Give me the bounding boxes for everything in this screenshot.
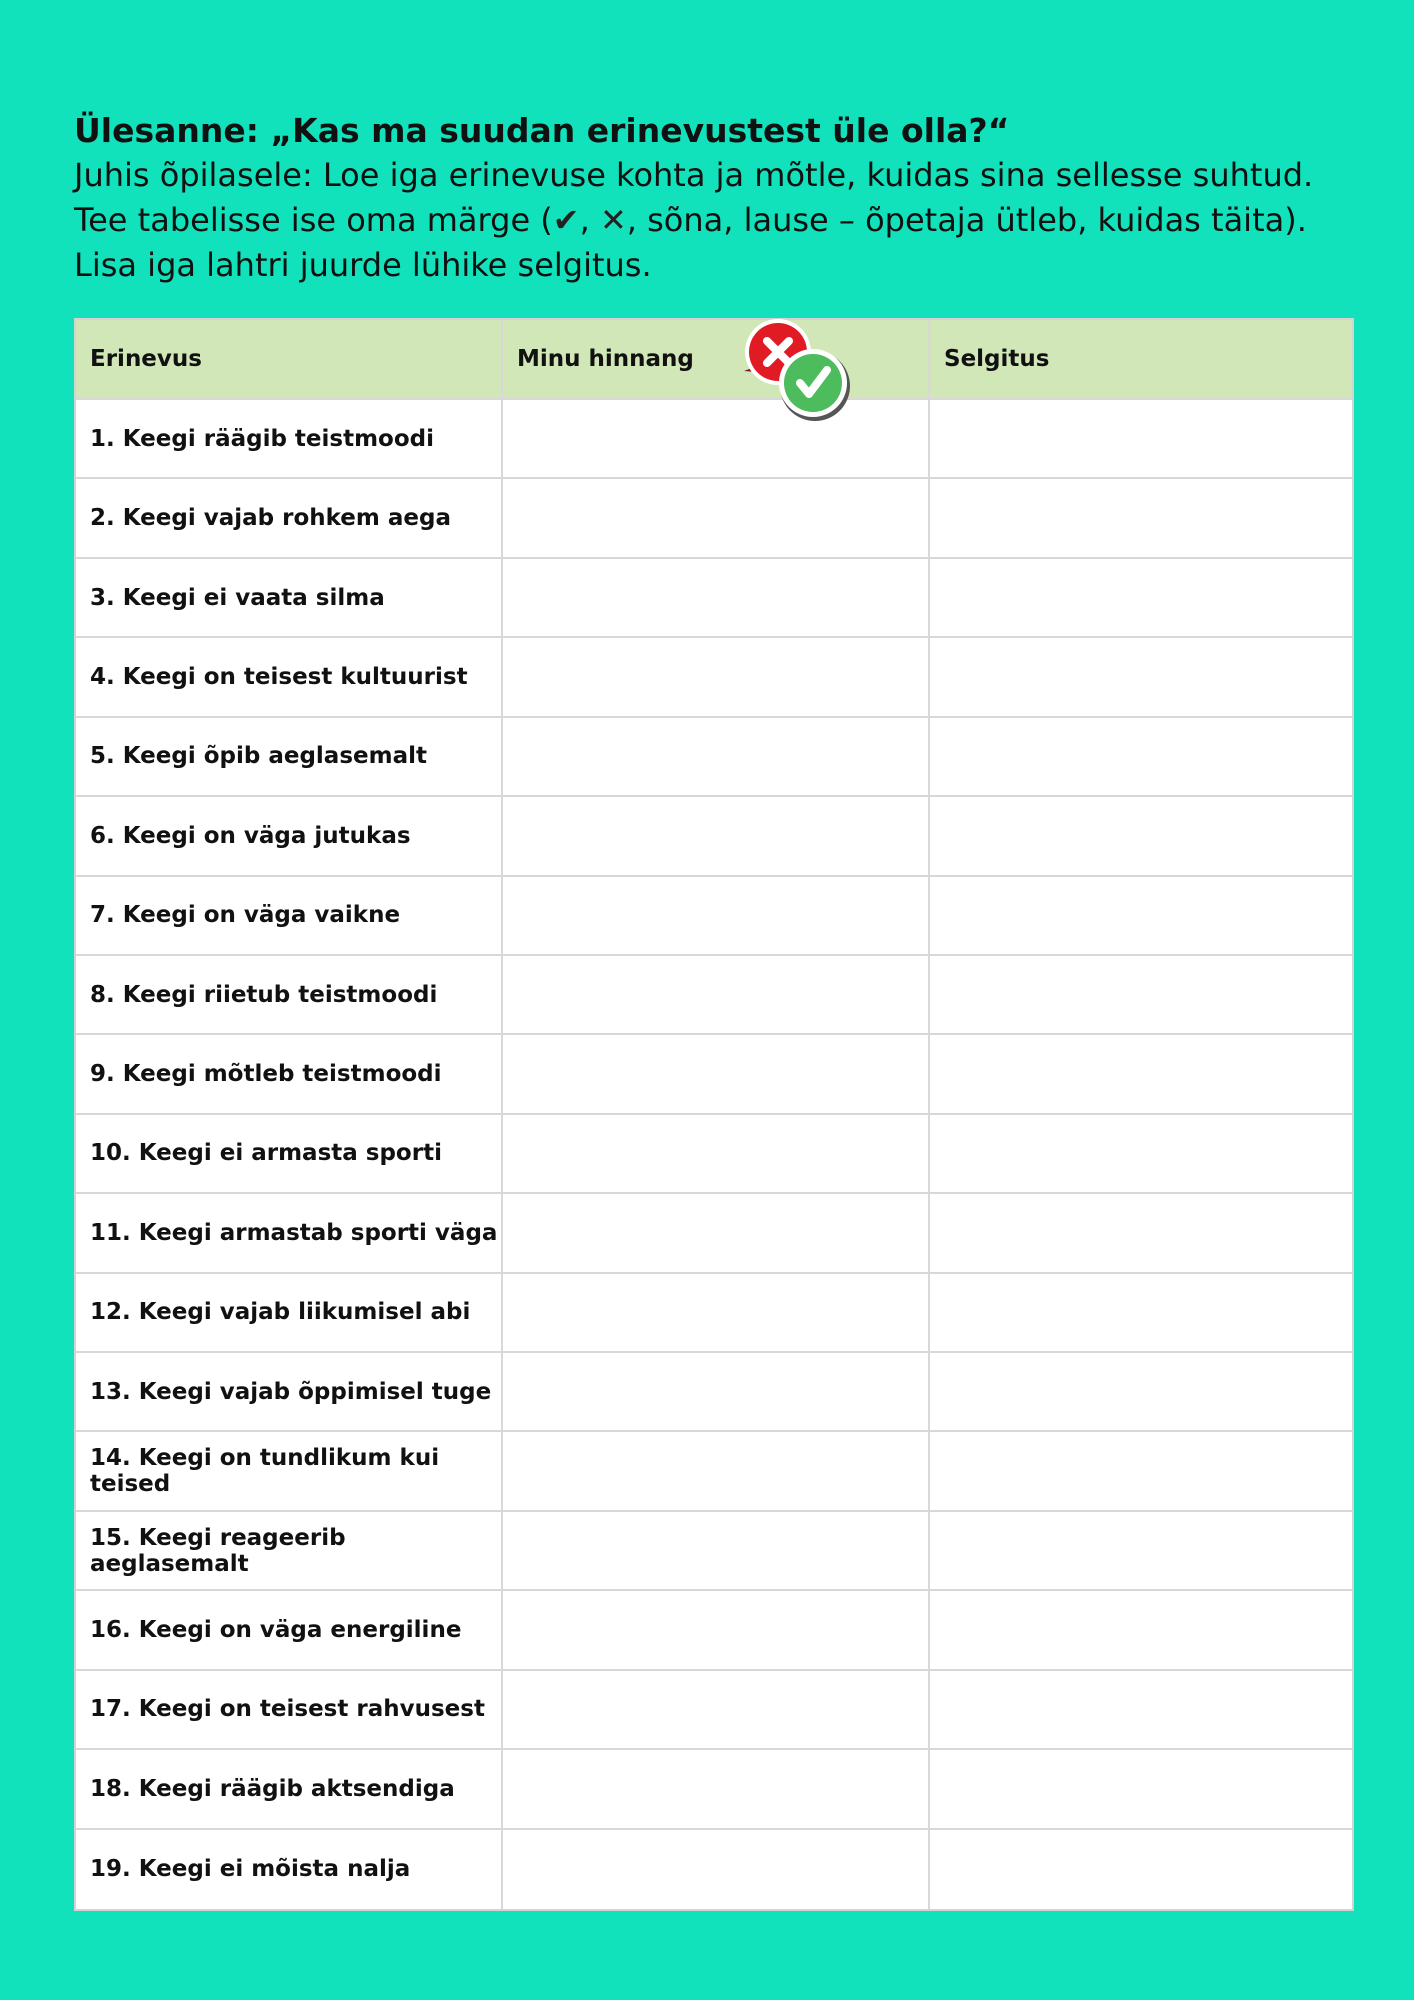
difference-label: 14. Keegi on tundlikum kui teised — [76, 1432, 503, 1511]
explanation-cell[interactable] — [930, 1194, 1352, 1273]
difference-label: 16. Keegi on väga energiline — [76, 1591, 503, 1670]
explanation-cell[interactable] — [930, 1115, 1352, 1194]
my-rating-cell[interactable] — [503, 1512, 930, 1591]
explanation-cell[interactable] — [930, 1274, 1352, 1353]
my-rating-cell[interactable] — [503, 400, 930, 479]
assessment-table — [74, 318, 1354, 1911]
difference-label: 17. Keegi on teisest rahvusest — [76, 1671, 503, 1750]
difference-label: 19. Keegi ei mõista nalja — [76, 1830, 503, 1909]
green-check-bubble-icon — [779, 349, 850, 421]
explanation-cell[interactable] — [930, 1750, 1352, 1829]
explanation-cell[interactable] — [930, 479, 1352, 558]
difference-label: 12. Keegi vajab liikumisel abi — [76, 1274, 503, 1353]
explanation-cell[interactable] — [930, 400, 1352, 479]
my-rating-cell[interactable] — [503, 638, 930, 717]
explanation-cell[interactable] — [930, 1035, 1352, 1114]
difference-label: 2. Keegi vajab rohkem aega — [76, 479, 503, 558]
my-rating-cell[interactable] — [503, 1274, 930, 1353]
header-difference: Erinevus — [76, 320, 503, 400]
header-my-rating: Minu hinnang — [503, 320, 930, 400]
my-rating-cell[interactable] — [503, 1194, 930, 1273]
explanation-cell[interactable] — [930, 877, 1352, 956]
my-rating-cell[interactable] — [503, 1671, 930, 1750]
my-rating-cell[interactable] — [503, 877, 930, 956]
task-title: Ülesanne: „Kas ma suudan erinevustest üle olla?“ — [74, 111, 1010, 150]
my-rating-cell[interactable] — [503, 1591, 930, 1670]
difference-label: 11. Keegi armastab sporti väga — [76, 1194, 503, 1273]
task-header — [74, 108, 1354, 288]
instructions-intro: Juhis õpilasele: Loe iga erinevuse kohta ja mõtle, kuidas sina sellesse suhtud. Tee tabelisse ise oma märge ( — [74, 156, 1314, 239]
difference-label: 13. Keegi vajab õppimisel tuge — [76, 1353, 503, 1432]
difference-label: 5. Keegi õpib aeglasemalt — [76, 718, 503, 797]
explanation-cell[interactable] — [930, 797, 1352, 876]
my-rating-cell[interactable] — [503, 1432, 930, 1511]
my-rating-cell[interactable] — [503, 718, 930, 797]
my-rating-cell[interactable] — [503, 956, 930, 1035]
explanation-cell[interactable] — [930, 718, 1352, 797]
explanation-cell[interactable] — [930, 1830, 1352, 1909]
instructions-separator: , — [579, 201, 600, 239]
my-rating-cell[interactable] — [503, 559, 930, 638]
explanation-cell[interactable] — [930, 1353, 1352, 1432]
difference-label: 18. Keegi räägib aktsendiga — [76, 1750, 503, 1829]
my-rating-cell[interactable] — [503, 1750, 930, 1829]
explanation-cell[interactable] — [930, 1432, 1352, 1511]
explanation-cell[interactable] — [930, 956, 1352, 1035]
header-explanation: Selgitus — [930, 320, 1352, 400]
my-rating-cell[interactable] — [503, 1115, 930, 1194]
rating-badges — [738, 318, 854, 424]
difference-label: 3. Keegi ei vaata silma — [76, 559, 503, 638]
explanation-cell[interactable] — [930, 1671, 1352, 1750]
my-rating-cell[interactable] — [503, 1353, 930, 1432]
my-rating-cell[interactable] — [503, 797, 930, 876]
difference-label: 9. Keegi mõtleb teistmoodi — [76, 1035, 503, 1114]
check-icon: ✔ — [552, 201, 580, 239]
my-rating-cell[interactable] — [503, 479, 930, 558]
difference-label: 1. Keegi räägib teistmoodi — [76, 400, 503, 479]
difference-label: 15. Keegi reageerib aeglasemalt — [76, 1512, 503, 1591]
difference-label: 7. Keegi on väga vaikne — [76, 877, 503, 956]
difference-label: 10. Keegi ei armasta sporti — [76, 1115, 503, 1194]
explanation-cell[interactable] — [930, 1591, 1352, 1670]
explanation-cell[interactable] — [930, 559, 1352, 638]
difference-label: 8. Keegi riietub teistmoodi — [76, 956, 503, 1035]
difference-label: 6. Keegi on väga jutukas — [76, 797, 503, 876]
instructions-text — [74, 153, 1354, 288]
my-rating-cell[interactable] — [503, 1830, 930, 1909]
explanation-cell[interactable] — [930, 638, 1352, 717]
my-rating-cell[interactable] — [503, 1035, 930, 1114]
badge-graphic — [738, 318, 854, 424]
cross-icon: ✕ — [599, 201, 627, 239]
difference-label: 4. Keegi on teisest kultuurist — [76, 638, 503, 717]
instructions-rest: , sõna, lause – õpetaja ütleb, kuidas täita). Lisa iga lahtri juurde lühike selgitus. — [74, 201, 1307, 284]
explanation-cell[interactable] — [930, 1512, 1352, 1591]
